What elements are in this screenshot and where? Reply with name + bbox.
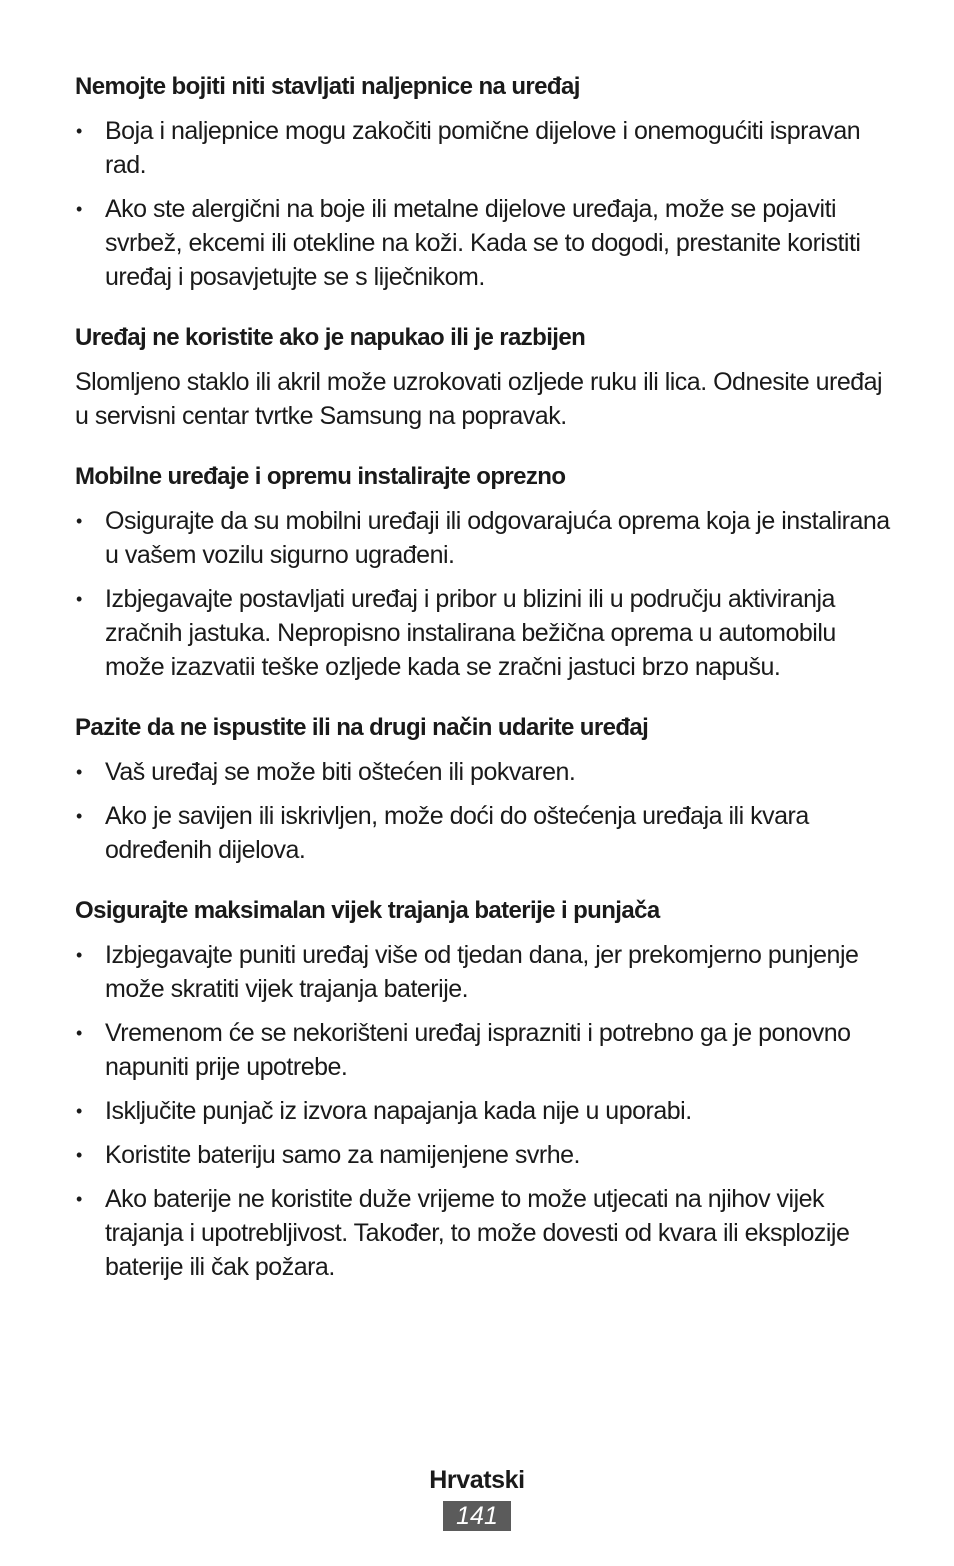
bullet-text: Isključite punjač iz izvora napajanja kada nije u uporabi.: [105, 1097, 692, 1125]
bullet-item: [75, 114, 890, 182]
bullet-list: [75, 938, 890, 1284]
bullet-icon: •: [76, 1145, 82, 1165]
bullet-item: [75, 1016, 890, 1084]
bullet-text: Boja i naljepnice mogu zakočiti pomične dijelove i onemogućiti ispravan rad.: [105, 117, 861, 179]
bullet-item: [75, 504, 890, 572]
bullet-text: Ako baterije ne koristite duže vrijeme to može utjecati na njihov vijek trajanja i upotrebljivost. Također, to može dovesti od kvara ili eksplozije baterije ili čak požara.: [105, 1185, 850, 1281]
bullet-icon: •: [76, 1101, 82, 1121]
section-heading: Pazite da ne ispustite ili na drugi način udarite uređaj: [75, 714, 649, 741]
bullet-item: [75, 938, 890, 1006]
bullet-item: [75, 1138, 890, 1172]
bullet-icon: •: [76, 762, 82, 782]
bullet-icon: •: [76, 121, 82, 141]
page-footer: [0, 1463, 954, 1531]
bullet-icon: •: [76, 199, 82, 219]
bullet-item: [75, 1182, 890, 1284]
bullet-text: Ako ste alergični na boje ili metalne dijelove uređaja, može se pojaviti svrbež, ekcemi ili otekline na koži. Kada se to dogodi, prestanite koristiti uređaj i posavjetujte se s liječnikom.: [105, 195, 861, 291]
section-paragraph: Slomljeno staklo ili akril može uzrokovati ozljede ruku ili lica. Odnesite uređaj u servisni centar tvrtke Samsung na popravak.: [75, 368, 883, 430]
bullet-list: [75, 755, 890, 867]
page-number: 141: [443, 1501, 511, 1531]
section-battery-life: [75, 894, 890, 1284]
bullet-icon: •: [76, 589, 82, 609]
section-cracked-device: [75, 321, 890, 433]
bullet-icon: •: [76, 1189, 82, 1209]
bullet-item: [75, 1094, 890, 1128]
footer-language: Hrvatski: [429, 1466, 525, 1494]
document-body: [75, 70, 890, 1294]
bullet-text: Vaš uređaj se može biti oštećen ili pokvaren.: [105, 758, 576, 786]
section-drop-device: [75, 711, 890, 867]
section-paint-stickers: [75, 70, 890, 294]
bullet-icon: •: [76, 1023, 82, 1043]
bullet-item: [75, 192, 890, 294]
bullet-item: [75, 582, 890, 684]
section-mobile-install: [75, 460, 890, 684]
bullet-text: Vremenom će se nekorišteni uređaj isprazniti i potrebno ga je ponovno napuniti prije upotrebe.: [105, 1019, 851, 1081]
section-heading: Uređaj ne koristite ako je napukao ili je razbijen: [75, 324, 586, 351]
bullet-icon: •: [76, 945, 82, 965]
section-heading: Osigurajte maksimalan vijek trajanja baterije i punjača: [75, 897, 660, 924]
bullet-item: [75, 799, 890, 867]
bullet-list: [75, 504, 890, 684]
bullet-icon: •: [76, 806, 82, 826]
section-heading: Nemojte bojiti niti stavljati naljepnice na uređaj: [75, 73, 580, 100]
bullet-icon: •: [76, 511, 82, 531]
bullet-text: Koristite bateriju samo za namijenjene svrhe.: [105, 1141, 580, 1169]
bullet-text: Osigurajte da su mobilni uređaji ili odgovarajuća oprema koja je instalirana u vašem vozilu sigurno ugrađeni.: [105, 507, 890, 569]
bullet-text: Izbjegavajte puniti uređaj više od tjedan dana, jer prekomjerno punjenje može skratiti vijek trajanja baterije.: [105, 941, 859, 1003]
bullet-item: [75, 755, 890, 789]
bullet-text: Izbjegavajte postavljati uređaj i pribor u blizini ili u području aktiviranja zračnih jastuka. Nepropisno instalirana bežična oprema u automobilu može izazvatii teške ozljede kada se zračni jastuci brzo napušu.: [105, 585, 836, 681]
section-heading: Mobilne uređaje i opremu instalirajte oprezno: [75, 463, 566, 490]
bullet-list: [75, 114, 890, 294]
bullet-text: Ako je savijen ili iskrivljen, može doći do oštećenja uređaja ili kvara određenih dijelova.: [105, 802, 809, 864]
